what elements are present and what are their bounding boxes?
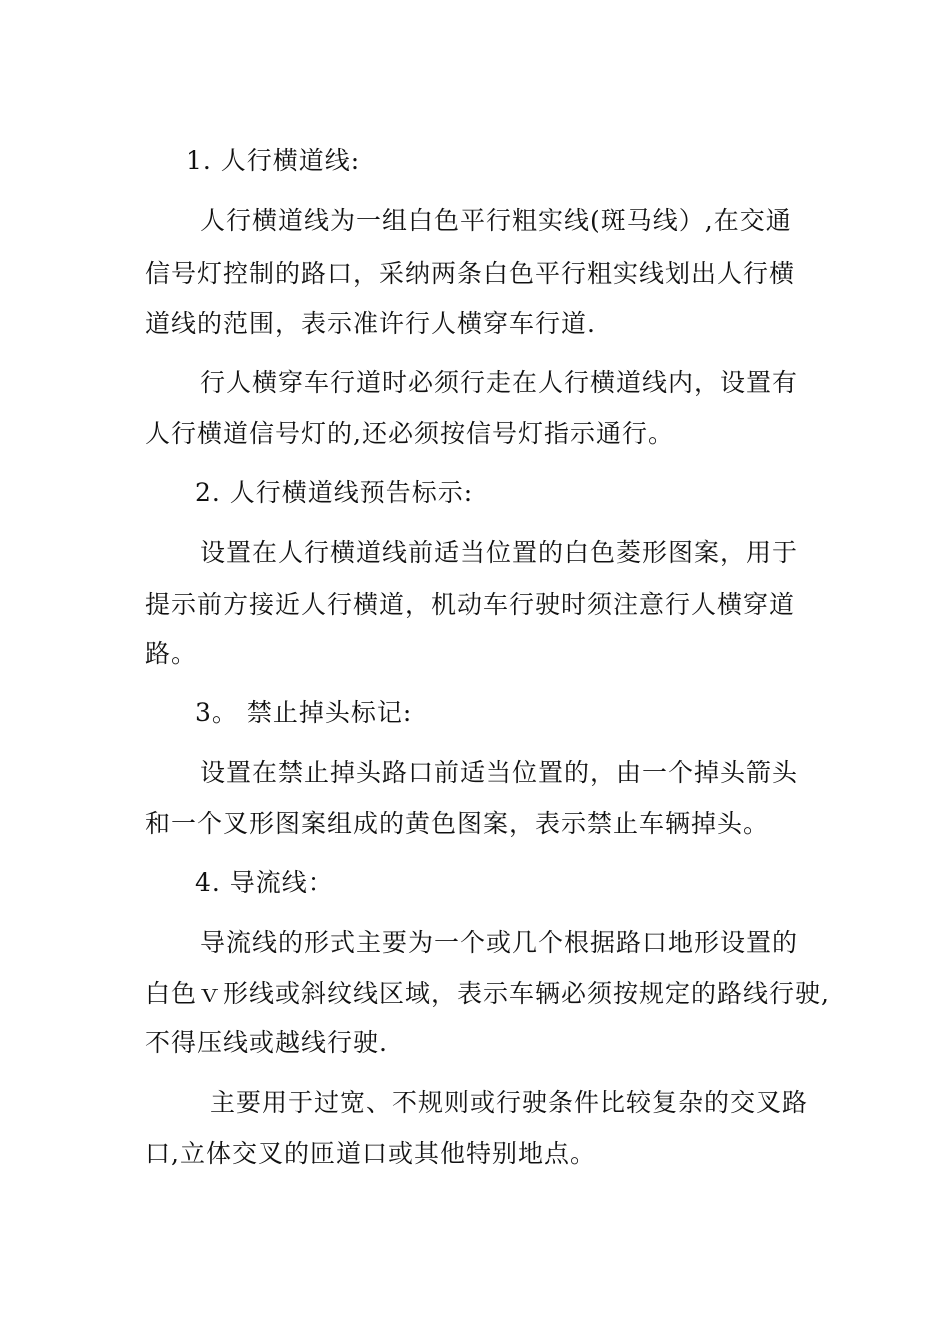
paragraph-line: 路。 (145, 639, 198, 668)
paragraph-line: 设置在禁止掉头路口前适当位置的，由一个掉头箭头 (200, 758, 799, 787)
paragraph-line: 不得压线或越线行驶. (145, 1028, 388, 1057)
heading-no-uturn: 3。 禁止掉头标记: (195, 698, 413, 727)
paragraph-line: 主要用于过宽、不规则或行驶条件比较复杂的交叉路 (210, 1088, 809, 1117)
heading-crosswalk-warning: 2. 人行横道线预告标示: (195, 478, 474, 507)
heading-guide-line: 4. 导流线： (195, 868, 334, 897)
paragraph-line: 口,立体交叉的匝道口或其他特别地点。 (145, 1139, 596, 1168)
paragraph-line: 提示前方接近人行横道，机动车行驶时须注意行人横穿道 (145, 590, 796, 619)
paragraph-line: 道线的范围，表示准许行人横穿车行道. (145, 309, 596, 338)
heading-crosswalk-line: 1. 人行横道线: (186, 146, 361, 175)
paragraph-line: 信号灯控制的路口，采纳两条白色平行粗实线划出人行横 (145, 259, 796, 288)
paragraph-line: 和一个叉形图案组成的黄色图案，表示禁止车辆掉头。 (145, 809, 770, 838)
paragraph-line: 人行横道线为一组白色平行粗实线(斑马线）,在交通 (200, 206, 792, 235)
paragraph-line: 人行横道信号灯的,还必须按信号灯指示通行。 (145, 419, 674, 448)
paragraph-line: 白色ｖ形线或斜纹线区域，表示车辆必须按规定的路线行驶, (145, 979, 830, 1008)
paragraph-line: 行人横穿车行道时必须行走在人行横道线内，设置有 (200, 368, 799, 397)
paragraph-line: 导流线的形式主要为一个或几个根据路口地形设置的 (200, 928, 799, 957)
paragraph-line: 设置在人行横道线前适当位置的白色菱形图案，用于 (200, 538, 799, 567)
